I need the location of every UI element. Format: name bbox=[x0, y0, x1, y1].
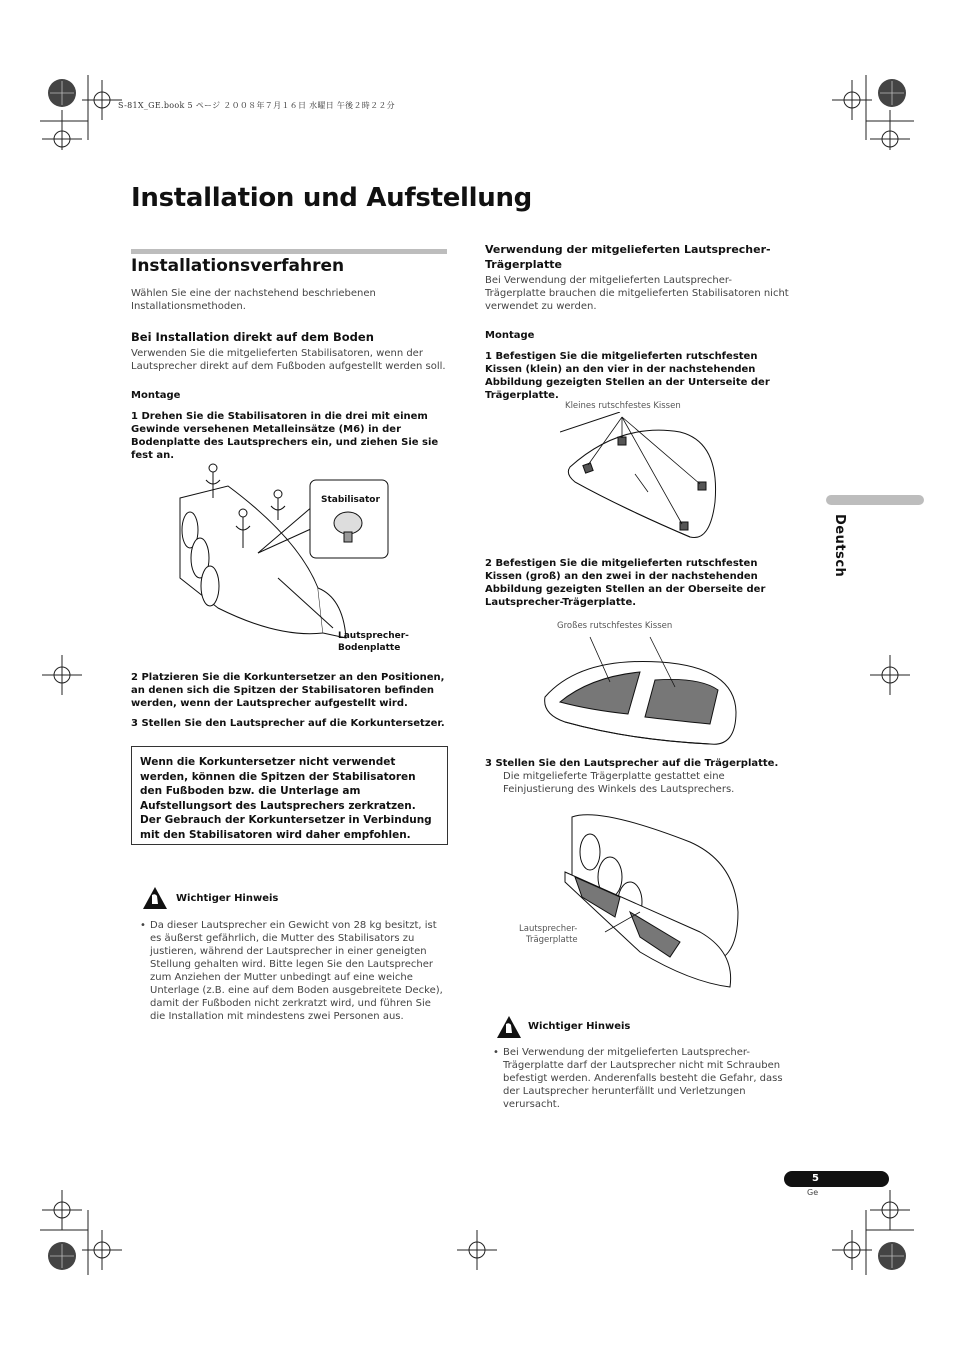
stabilizer-figure bbox=[168, 458, 418, 658]
label-small-pad: Kleines rutschfestes Kissen bbox=[565, 401, 681, 411]
plate-top-figure bbox=[540, 632, 740, 752]
note-bullet-left: Da dieser Lautsprecher ein Gewicht von 28 kg besitzt, ist es äußerst gefährlich, die Mutter des Stabilisators zu justieren, während der Lautsprecher in einer geneigten Stellung gehalten wird. Bitte legen Sie den Lautsprecher zum Anziehen der Mutter unbedingt auf eine weiche Unterlage (z.B. eine auf dem Boden ausgebreitete Decke), damit der Fußboden nicht zerkratzt wird, und führen Sie die Installation mit mindestens zwei Personen aus. bbox=[150, 920, 443, 1022]
right-step-2: 2 Befestigen Sie die mitgelieferten rutschfesten Kissen (groß) an den zwei in der nachstehenden Abbildung gezeigten Stellen an der Oberseite der Lautsprecher-Trägerplatte. bbox=[485, 558, 766, 608]
label-bodenplatte-2: Bodenplatte bbox=[338, 643, 401, 653]
language-tab-bar bbox=[826, 495, 924, 505]
speaker-on-plate-figure bbox=[560, 802, 760, 1002]
language-tab-label: Deutsch bbox=[832, 514, 847, 578]
section-title: Installationsverfahren bbox=[131, 256, 345, 276]
right-step-3: 3 Stellen Sie den Lautsprecher auf die Trägerplatte. bbox=[485, 758, 779, 769]
chapter-title: Installation und Aufstellung bbox=[131, 183, 532, 213]
section-rule bbox=[131, 249, 447, 254]
print-header: S-81X_GE.book 5 ページ ２００８年７月１６日 水曜日 午後２時２２分 bbox=[118, 101, 395, 110]
left-step-2: 2 Platzieren Sie die Korkuntersetzer an den Positionen, an denen sich die Spitzen der Stabilisatoren befinden werden, wenn der Lautsprecher aufgestellt wird. bbox=[131, 672, 445, 709]
note-bullet-right: Bei Verwendung der mitgelieferten Lautsprecher-Trägerplatte darf der Lautsprecher nicht mit Schrauben befestigt werden. Anderenfalls besteht die Gefahr, dass der Lautsprecher herunterfällt und Verletzungen verursacht. bbox=[503, 1047, 783, 1110]
label-traegerplatte-1: Lautsprecher- bbox=[519, 924, 578, 934]
left-step-1: 1 Drehen Sie die Stabilisatoren in die drei mit einem Gewinde versehenen Metalleinsätze (M6) in der Bodenplatte des Lautsprechers ein, und ziehen Sie sie fest an. bbox=[131, 411, 439, 461]
plate-bottom-figure bbox=[560, 412, 725, 542]
note-title-right: Wichtiger Hinweis bbox=[528, 1021, 631, 1032]
section-intro: Wählen Sie eine der nachstehend beschriebenen Installationsmethoden. bbox=[131, 288, 376, 312]
label-stabilisator: Stabilisator bbox=[321, 495, 380, 505]
montage-heading-left: Montage bbox=[131, 390, 181, 401]
warning-icon bbox=[142, 886, 168, 910]
plate-text: Bei Verwendung der mitgelieferten Lautsprecher-Trägerplatte brauchen die mitgelieferten Stabilisatoren nicht verwendet zu werden. bbox=[485, 275, 789, 312]
floor-install-title: Bei Installation direkt auf dem Boden bbox=[131, 330, 374, 344]
label-large-pad: Großes rutschfestes Kissen bbox=[557, 621, 673, 631]
montage-heading-right: Montage bbox=[485, 330, 535, 341]
bullet-marker-right: • bbox=[493, 1047, 499, 1058]
note-title-left: Wichtiger Hinweis bbox=[176, 893, 279, 904]
page-language: Ge bbox=[807, 1188, 819, 1197]
bullet-marker-left: • bbox=[140, 920, 146, 931]
plate-title: Verwendung der mitgelieferten Lautsprecher-Trägerplatte bbox=[485, 243, 771, 271]
label-traegerplatte-2: Trägerplatte bbox=[526, 935, 578, 945]
right-step-3-text: Die mitgelieferte Trägerplatte gestattet eine Feinjustierung des Winkels des Lautsprechers. bbox=[503, 771, 735, 795]
warning-box: Wenn die Korkuntersetzer nicht verwendet werden, können die Spitzen der Stabilisatoren den Fußboden bzw. die Unterlage am Aufstellungsort des Lautsprechers zerkratzen. Der Gebrauch der Korkuntersetzer in Verbindung mit den Stabilisatoren wird daher empfohlen. bbox=[131, 746, 448, 845]
warning-icon bbox=[496, 1015, 522, 1039]
floor-install-text: Verwenden Sie die mitgelieferten Stabilisatoren, wenn der Lautsprecher direkt auf dem Fußboden aufgestellt werden soll. bbox=[131, 348, 446, 372]
left-step-3: 3 Stellen Sie den Lautsprecher auf die Korkuntersetzer. bbox=[131, 718, 445, 729]
right-step-1: 1 Befestigen Sie die mitgelieferten rutschfesten Kissen (klein) an den vier in der nachstehenden Abbildung gezeigten Stellen an der Unterseite der Trägerplatte. bbox=[485, 351, 770, 401]
label-bodenplatte-1: Lautsprecher- bbox=[338, 631, 409, 641]
page-number: 5 bbox=[784, 1171, 889, 1187]
